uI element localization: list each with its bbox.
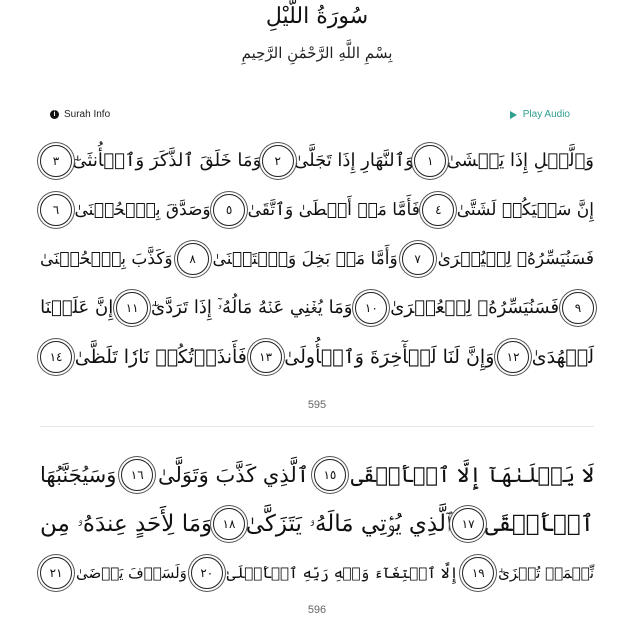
ayah-text[interactable]: لَا يَصۡلَىٰهَآ إِلَّا ٱلۡأَشۡقَى (350, 462, 594, 487)
play-icon (510, 111, 517, 119)
page-line (40, 548, 594, 597)
page-number: 596 (307, 604, 327, 616)
ayah-text[interactable]: وَلَسَوۡفَ يَرۡضَىٰ (75, 563, 187, 582)
ayah-number-marker[interactable]: ١٣ (250, 341, 282, 373)
ayah-number-marker[interactable]: ١٦ (121, 459, 153, 491)
ayah-text[interactable]: فَسَنُيَسِّرُهُۥ لِلۡيُسۡرَىٰ (437, 248, 594, 269)
ayah-text[interactable]: وَمَا لِأَحَدٍ عِندَهُۥ مِن (40, 510, 213, 537)
ayah-number-marker[interactable]: ١٥ (314, 459, 346, 491)
ayah-number-marker[interactable]: ١٧ (452, 508, 484, 540)
ayah-text[interactable]: فَسَنُيَسِّرُهُۥ لِلۡعُسۡرَىٰ (390, 297, 560, 318)
page-line (40, 499, 594, 548)
info-icon: i (50, 110, 59, 119)
ayah-number-marker[interactable]: ٦ (40, 194, 72, 226)
ayah-number-marker[interactable]: ٢٠ (191, 557, 223, 589)
page-line (40, 450, 594, 499)
ayah-text[interactable]: إِلَّا ٱبۡتِغَآءَ وَجۡهِ رَبِّهِ ٱلۡأَعۡلَىٰ (226, 563, 459, 582)
ayah-number-marker[interactable]: ٥ (213, 194, 245, 226)
ayah-text[interactable]: وَأَمَّا مَنۢ بَخِلَ وَٱسۡتَغۡنَىٰ (212, 248, 398, 269)
bismillah: بِسْمِ اللَّهِ الرَّحْمَٰنِ الرَّحِيمِ (241, 44, 393, 62)
ayah-text[interactable]: وَمَا خَلَقَ ٱلذَّكَرَ وَٱلۡأُنثَىٰٓ (72, 150, 262, 171)
mushaf-page-595 (40, 136, 594, 381)
ayah-text[interactable]: ٱلَّذِي كَذَّبَ وَتَوَلَّىٰ (158, 462, 310, 487)
ayah-number-marker[interactable]: ٢١ (40, 557, 72, 589)
ayah-number-marker[interactable]: ١١ (116, 292, 148, 324)
ayah-text[interactable]: وَٱلَّيۡلِ إِذَا يَغۡشَىٰ (446, 150, 594, 171)
ayah-text[interactable]: وَٱلنَّهَارِ إِذَا تَجَلَّىٰ (294, 150, 414, 171)
mushaf-page-596 (40, 450, 594, 597)
ayah-text[interactable]: وَكَذَّبَ بِٱلۡحُسۡنَىٰ (40, 248, 173, 269)
surah-info-label: Surah Info (64, 109, 111, 120)
page-line (40, 283, 594, 332)
ayah-number-marker[interactable]: ١٤ (40, 341, 72, 373)
ayah-text[interactable]: ٱلَّذِي يُؤۡتِي مَالَهُۥ يَتَزَكَّىٰ (245, 510, 452, 537)
ayah-number-marker[interactable]: ٧ (402, 243, 434, 275)
surah-header (0, 0, 634, 90)
ayah-number-marker[interactable]: ٢ (262, 145, 294, 177)
page-line (40, 234, 594, 283)
ayah-text[interactable]: وَسَيُجَنَّبُهَا (40, 462, 117, 487)
ayah-number-marker[interactable]: ١٢ (497, 341, 529, 373)
ayah-text[interactable]: فَأَمَّا مَنۡ أَعۡطَىٰ وَٱتَّقَىٰ (247, 200, 420, 220)
play-audio-label: Play Audio (522, 109, 570, 120)
ayah-number-marker[interactable]: ١ (414, 145, 446, 177)
ayah-number-marker[interactable]: ٣ (40, 145, 72, 177)
page-line (40, 332, 594, 381)
ayah-number-marker[interactable]: ٨ (177, 243, 209, 275)
ayah-text[interactable]: لَلۡهُدَىٰ (531, 345, 594, 368)
ayah-text[interactable]: نِّعۡمَةٖ تُجۡزَىٰٓ (498, 563, 594, 582)
ayah-text[interactable]: وَصَدَّقَ بِٱلۡحُسۡنَىٰ (74, 199, 211, 220)
page-line (40, 185, 594, 234)
toolbar (50, 106, 570, 126)
ayah-text[interactable]: فَأَنذَرۡتُكُمۡ نَارٗا تَلَظَّىٰ (74, 345, 247, 368)
ayah-text[interactable]: وَإِنَّ لَنَا لَلۡأٓخِرَةَ وَٱلۡأُولَىٰ (284, 345, 495, 368)
ayah-text[interactable]: إِنَّ عَلَيۡنَا (40, 297, 114, 318)
surah-info-button[interactable] (50, 109, 110, 120)
ayah-number-marker[interactable]: ٤ (422, 194, 454, 226)
play-audio-button[interactable] (510, 109, 570, 120)
ayah-text[interactable]: وَمَا يُغۡنِي عَنۡهُ مَالُهُۥٓ إِذَا تَرَدَّىٰٓ (151, 297, 353, 318)
page-number: 595 (307, 399, 327, 411)
surah-title: سُورَةُ اللَّيْلِ (265, 4, 369, 29)
page-divider (40, 426, 594, 427)
ayah-number-marker[interactable]: ١٨ (213, 508, 245, 540)
ayah-number-marker[interactable]: ٩ (562, 292, 594, 324)
ayah-number-marker[interactable]: ١٩ (462, 557, 494, 589)
ayah-text[interactable]: إِنَّ سَعۡيَكُمۡ لَشَتَّىٰ (456, 199, 594, 220)
page-line (40, 136, 594, 185)
ayah-text[interactable]: ٱلۡأَتۡقَى (484, 510, 594, 537)
ayah-number-marker[interactable]: ١٠ (355, 292, 387, 324)
